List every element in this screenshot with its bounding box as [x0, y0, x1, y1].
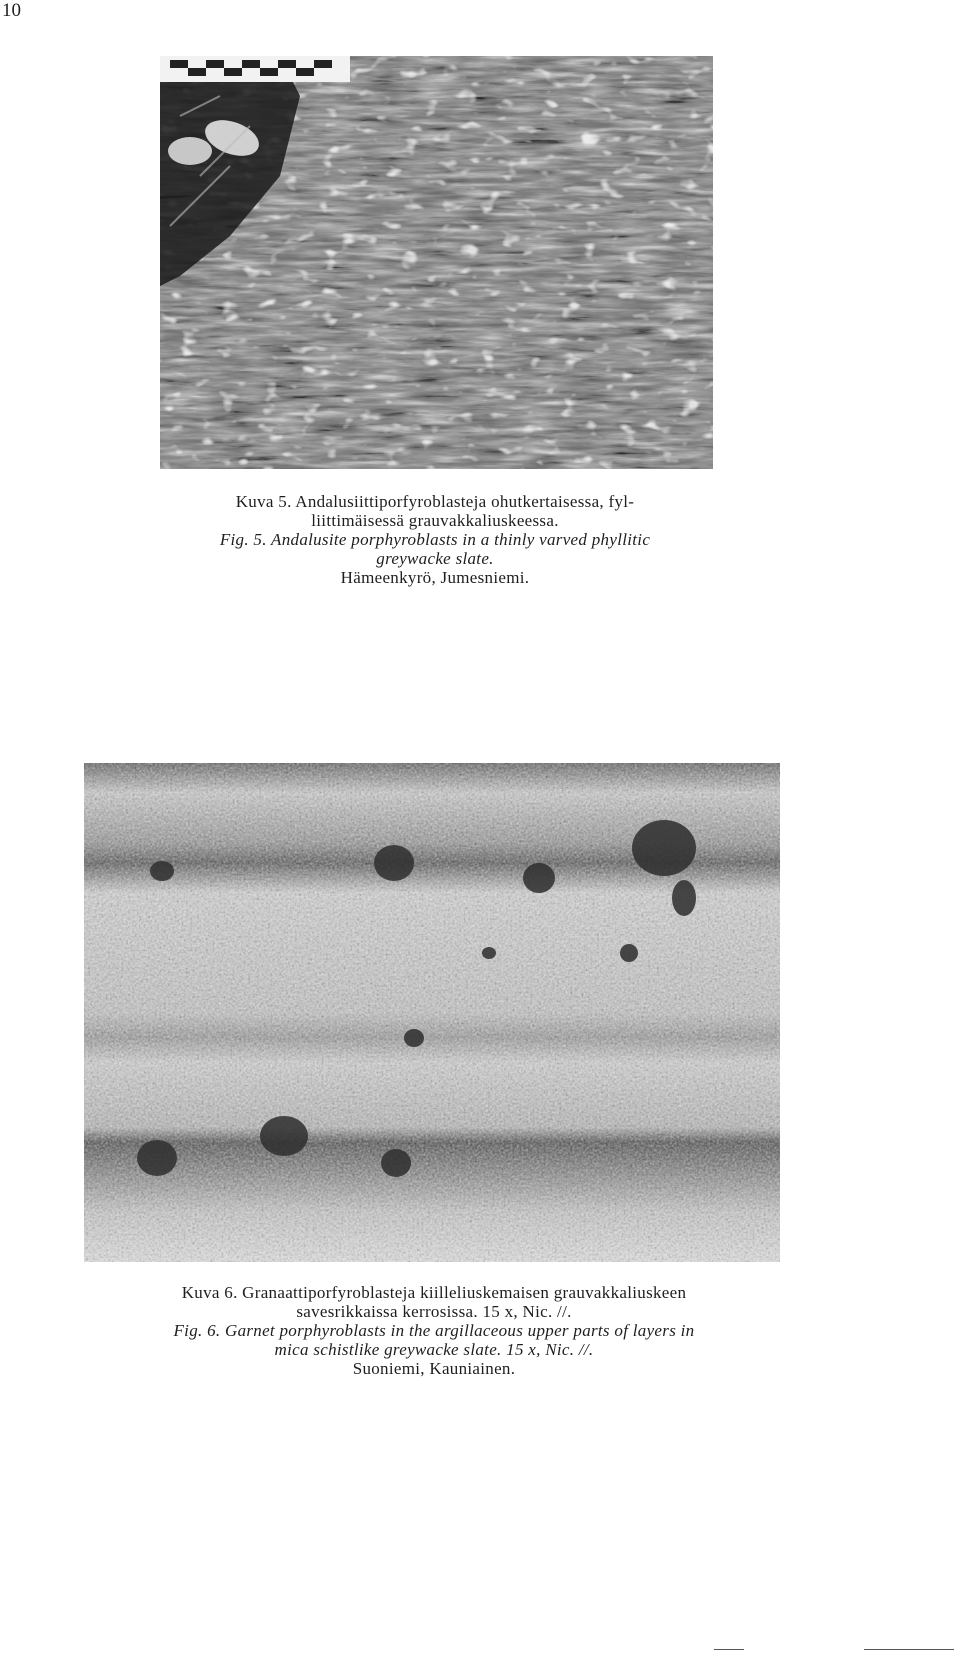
caption-fi-line: liittimäisessä grauvakkaliuskeessa.	[311, 511, 559, 530]
figure-6-photo	[84, 763, 780, 1262]
page-number: 10	[2, 0, 21, 21]
figure-5-image	[160, 56, 713, 469]
caption-en-line: greywacke slate.	[376, 549, 494, 568]
figure-5-photo	[160, 56, 713, 469]
caption-location: Suoniemi, Kauniainen.	[352, 1359, 516, 1378]
figure-6-image	[84, 763, 780, 1262]
caption-en-line: mica schistlike greywacke slate. 15 x, Nic. //.	[274, 1340, 594, 1359]
footer-rule	[864, 1649, 954, 1650]
scale-bar	[160, 56, 350, 82]
footer-rule	[714, 1649, 744, 1650]
caption-fi-line: savesrikkaissa kerrosissa. 15 x, Nic. //.	[296, 1302, 572, 1321]
caption-en-line: Fig. 6. Garnet porphyroblasts in the argillaceous upper parts of layers in	[173, 1321, 695, 1340]
caption-fi-line: Kuva 6. Granaattiporfyroblasteja kiilleliuskemaisen grauvakkaliuskeen	[181, 1283, 687, 1302]
caption-en-line: Fig. 5. Andalusite porphyroblasts in a thinly varved phyllitic	[219, 530, 651, 549]
figure-5-caption	[150, 492, 720, 587]
figure-6-caption	[80, 1283, 788, 1378]
caption-fi-line: Kuva 5. Andalusiittiporfyroblasteja ohutkertaisessa, fyl-	[235, 492, 635, 511]
caption-location: Hämeenkyrö, Jumesniemi.	[340, 568, 530, 587]
